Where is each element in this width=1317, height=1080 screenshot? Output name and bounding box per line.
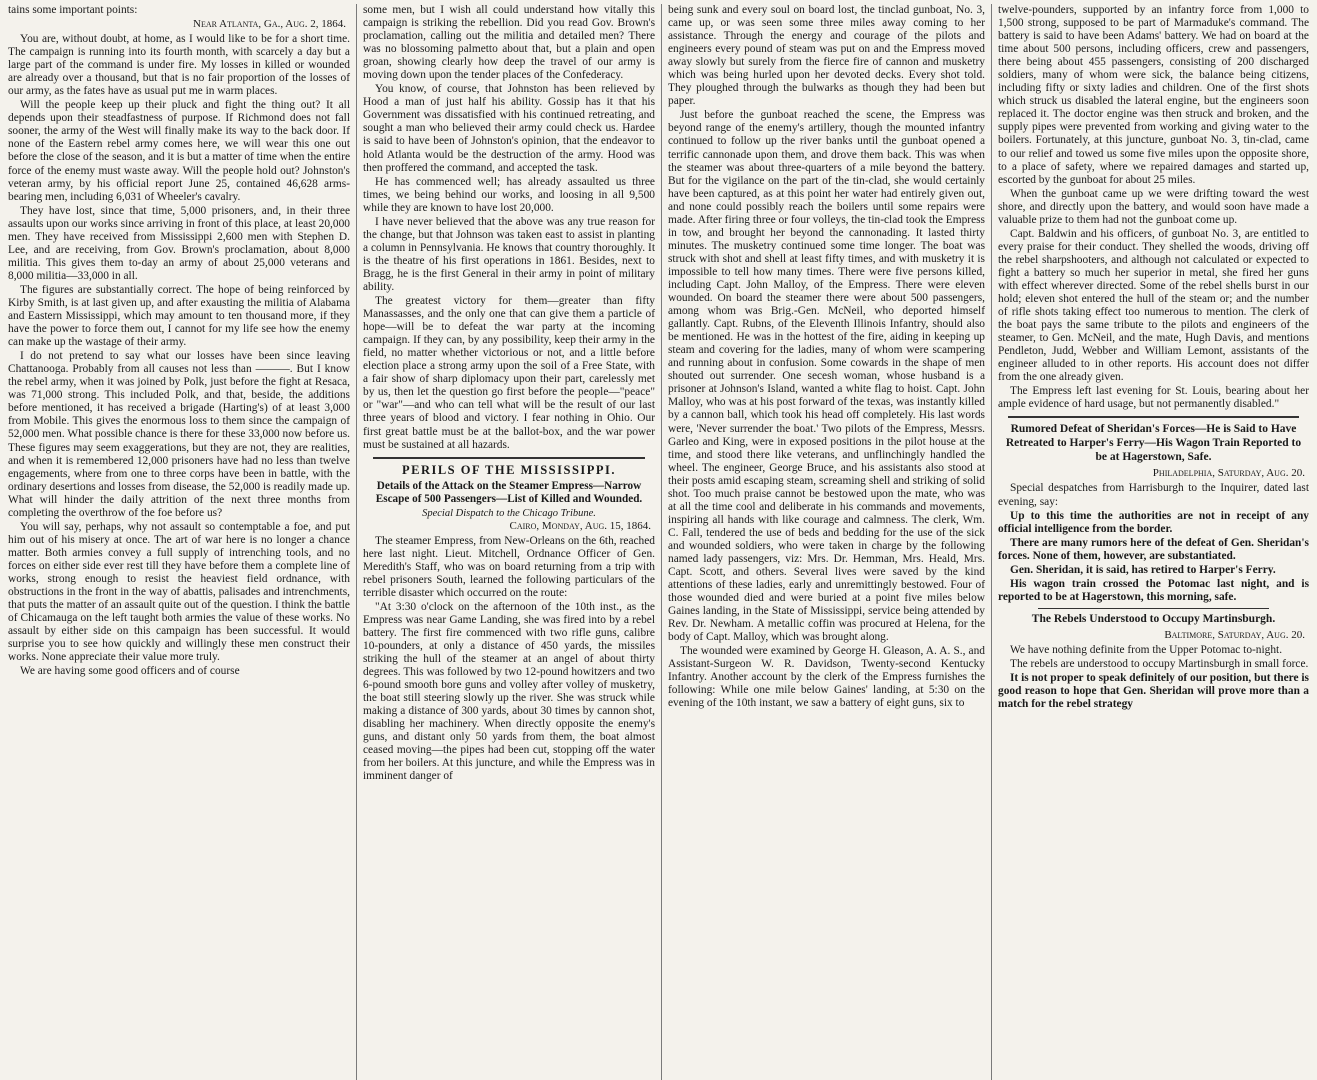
paragraph: The wounded were examined by George H. Gleason, A. A. S., and Assistant-Surgeon W. R. Davidson, Twenty-second Kentucky Infantry. Another account by the clerk of the Empress furnishes the following: While one mile below Gaines' landing, at 5:30 on the evening of the 10th instant, we saw a battery of eight guns, six to — [668, 645, 985, 710]
article-deck: Details of the Attack on the Steamer Empress—Narrow Escape of 500 Passengers—List of Killed and Wounded. — [375, 479, 643, 505]
dateline: Baltimore, Saturday, Aug. 20. — [1164, 628, 1305, 641]
column-4 — [992, 4, 1315, 1080]
paragraph: When the gunboat came up we were drifting toward the west shore, and directly upon the battery, and would soon have made a valuable prize to them had not the gunboat come up. — [998, 187, 1309, 226]
special-dispatch-line: Special Dispatch to the Chicago Tribune. — [422, 507, 596, 519]
paragraph: The Empress left last evening for St. Louis, bearing about her ample evidence of hard usage, but not permanently disabled." — [998, 385, 1309, 411]
column-2 — [357, 4, 662, 1080]
article-headline: PERILS OF THE MISSISSIPPI. — [401, 462, 617, 477]
paragraph: They have lost, since that time, 5,000 prisoners, and, in their three assaults upon our works since arriving in front of this place, at least 20,000 men. They have received from Mississippi 2,600 men with Stephen D. Lee, and are receiving, from Gov. Brown's proclamation, about 8,000 militia. This gives them to-day an army of about 25,000 veterans and 8,000 militia—33,000 in all. — [8, 204, 350, 282]
paragraph: Just before the gunboat reached the scene, the Empress was beyond range of the enemy's artillery, though the mounted infantry continued to follow up the river banks until the gunboat opened a terrific cannonade upon them, and drove them back. This was when the steamer was about three-quarters of a mile beyond the battery. But for the vigilance on the part of the tin-clad, she would certainly have been captured, as at this point her water had entirely given out, and none could possibly reach the boilers until some repairs were made. After firing three or four volleys, the tin-clad took the Empress in tow, and brought her beyond the cannonading. It lasted thirty minutes. The musketry continued some time longer. The boat was struck with shot and shell at least fifty times, and with musketry it is impossible to tell how many times. There were five persons killed, including Capt. John Malloy, of the Empress. There were eleven wounded. On board the steamer there were about 500 passengers, among whom was Brig.-Gen. McNeil, who deported himself gallantly. Capt. Rubns, of the Eleventh Illinois Infantry, should also be mentioned. He was in the hottest of the fire, aiding in keeping up steam and covering for the ladies, many of whom were scampering and running about in confusion. Some cowards in the shape of men shouted out surrender. One secesh woman, whose husband is a prisoner at Johnson's Island, wanted a white flag to hoist. Capt. John Malloy, who was at his post forward of the texas, was instantly killed by a cannon ball, which took his head off completely. His last words were, 'Never surrender the boat.' Two pilots of the Empress, Messrs. Garleo and King, were in exposed positions in the pilot house at the time, and stood there like veterans, and unflinchingly handled the wheel. The engineer, George Bruce, and his assistants also stood at their posts amid escaping steam, screaming shell and striking of solid shot. Too much praise cannot be bestowed upon the mate, who was at all the time cool and deliberate in his commands and movements, inspiring all hands with like courage and calmness. The clerk, Wm. C. Fall, tendered the use of beds and bedding for the use of the sick and wounded soldiers, who were taken in charge by the following named lady passengers, viz: Mrs. Dr. Hemman, Mrs. Heald, Mrs. Capt. Scott, and others. Several lives were saved by the kind attentions of these ladies, early and unremittingly bestowed. Four of those wounded died and were buried at a point five miles below Gaines landing, in the State of Mississippi, service being attended by Rev. Dr. Newham. A metallic coffin was procured at Helena, for the body of Capt. Malloy, which was brought along. — [668, 109, 985, 644]
paragraph: We have nothing definite from the Upper Potomac to-night. — [1010, 643, 1283, 656]
paragraph: The figures are substantially correct. The hope of being reinforced by Kirby Smith, is at last given up, and after exausting the militia of Alabama and Eastern Mississippi, which may amount to ten thousand more, if they have the power to force them out, I cannot for my life see how the enemy can make up the wastage of their army. — [8, 283, 350, 349]
section-divider — [1008, 416, 1299, 418]
paragraph: You will say, perhaps, why not assault so contemptable a foe, and put him out of his misery at once. The art of war here is no longer a chance matter. Both armies convey a full supply of intrenching tools, and no forces on either side ever rest till they have before them a complete line of works, strong enough to resist the heaviest field ordnance, with obstructions in the front in the way of abattis, palisades and intrenchments, that puts the matter of an assault quite out of the question. I think the battle of Chicamauga on the left taught both armies the value of these works. No assault by either side on this campaign has been successful. It would surprise you to see how quickly and willingly these men construct their works. None appreciate their value more truly. — [8, 520, 350, 664]
paragraph: His wagon train crossed the Potomac last night, and is reported to be at Hagerstown, this morning, safe. — [998, 577, 1309, 603]
paragraph: Will the people keep up their pluck and fight the thing out? It all depends upon their steadfastness of purpose. If Richmond does not fall sooner, the army of the West will finally make its way to the back door. If none of the Eastern rebel army comes here, we will wear this one out before the close of the season, and it is but a matter of time when the entire force of the enemy must waste away. Will the people hold out? Johnston's veteran army, by his official report June 25, contained 46,628 arms-bearing men, including 6,031 of Wheeler's cavalry. — [8, 99, 350, 203]
paragraph: Up to this time the authorities are not in receipt of any official intelligence from the border. — [998, 509, 1309, 535]
section-divider — [1038, 608, 1269, 609]
news-headline: The Rebels Understood to Occupy Martinsburgh. — [1031, 612, 1276, 625]
dateline: Near Atlanta, Ga., Aug. 2, 1864. — [193, 18, 346, 31]
paragraph: You know, of course, that Johnston has been relieved by Hood a man of just half his ability. Gossip has it that his Government was dissatisfied with his continued retreating, and sought a man who believed their army could check us. Hardee is said to have been of Johnston's opinion, that the endeavor to hold Atlanta would be the destruction of the army. Hood was then proffered the command, and accepted the task. — [363, 83, 655, 174]
dateline: Cairo, Monday, Aug. 15, 1864. — [509, 519, 651, 532]
section-divider — [373, 457, 645, 459]
lead-line: tains some important points: — [8, 4, 138, 16]
paragraph: "At 3:30 o'clock on the afternoon of the 10th inst., as the Empress was near Game Landing, she was fired into by a rebel battery. The first fire commenced with two rifle guns, calibre 10-pounders, at only a distance of 450 yards, the missiles striking the hull of the steamer at an angel of about thirty degrees. This was followed by two 12-pound howitzers and two 6-pound smooth bore guns and volley after volley of musketry, the boat still steering slowly up the river. She was struck while making a distance of 300 yards, about 30 times by cannon shot, disabling her machinery. When directly opposite the enemy's guns, and distant only 50 yards from them, the boat almost ceased moving—the pipes had been cut, stopping off the water from her boilers. At this juncture, and while the Empress was in imminent danger of — [363, 600, 655, 783]
paragraph: twelve-pounders, supported by an infantry force from 1,000 to 1,500 strong, supposed to be part of Marmaduke's command. The battery is said to have been Adams' battery. We had on board at the time about 500 persons, including officers, crew and passengers, there being about 455 passengers, consisting of 200 discharged soldiers, many of whom were sick, the balance being citizens, including fifty or sixty ladies and children. One of the first shots which struck us disabled the lateral engine, but the engineers soon replaced it. The doctor engine was then struck and broken, and the supply pipes were prevented from working and giving water to the boilers. Fortunately, at this juncture, gunboat No. 3, tin-clad, came to our relief and towed us some five miles upon the opposite shore, to a place of safety, where we repaired damages and started up, escorted by the gunboat for about 25 miles. — [998, 4, 1309, 186]
paragraph: Capt. Baldwin and his officers, of gunboat No. 3, are entitled to every praise for their conduct. They shelled the woods, driving off the rebel sharpshooters, and although not calculated or expected to fight a battery so much her superior in metal, she fired her guns with effect wherever directed. Some of the rebel shells burst in our hold; eleven shot entered the hull of the steam or; and the number of rifle shots taking effect too numerous to mention. The clerk of the boat pays the same tribute to the pilots and engineers of the steamer, to Gen. McNeil, and the mate, Hugh Davis, and mentions Pendleton, Judd, Webber and William Lemont, assistants of the engineer alluded to in other reports. His account does not differ from the one already given. — [998, 227, 1309, 384]
paragraph: There are many rumors here of the defeat of Gen. Sheridan's forces. None of them, however, are substantiated. — [998, 536, 1309, 562]
news-headline: Rumored Defeat of Sheridan's Forces—He is Said to Have Retreated to Harper's Ferry—His Wagon Train Reported to be at Hagerstown, Safe. — [1005, 423, 1302, 464]
column-1 — [2, 4, 357, 1080]
column-3 — [662, 4, 992, 1080]
paragraph: Special despatches from Harrisburgh to the Inquirer, dated last evening, say: — [998, 482, 1309, 508]
paragraph: The steamer Empress, from New-Orleans on the 6th, reached here last night. Lieut. Mitchell, Ordnance Officer of Gen. Meredith's Staff, who was on board returning from a trip with rebel prisoners South, learned the following particulars of the terrible disaster which occurred on the route: — [363, 534, 655, 599]
paragraph: being sunk and every soul on board lost, the tinclad gunboat, No. 3, came up, or was seen some three miles away coming to her assistance. Through the energy and courage of the pilots and engineers every pound of steam was put on and the Empress moved away slowly but surely from the fierce fire of cannon and musketry which was being hurled upon her devoted decks. Every shot told. They ploughed through the bulwarks as though they had been but paper. — [668, 4, 985, 108]
paragraph: You are, without doubt, at home, as I would like to be for a short time. The campaign is running into its fourth month, with scarcely a day but a large part of the command is under fire. My losses in killed or wounded are already over a thousand, but that is no fair proportion of the losses of our army, as the fates have as usual put me in warm places. — [8, 33, 350, 98]
paragraph: He has commenced well; has already assaulted us three times, we being behind our works, and loosing in all 9,500 while they are known to have lost 20,000. — [363, 175, 655, 214]
paragraph: We are having some good officers and of course — [20, 665, 240, 678]
dateline: Philadelphia, Saturday, Aug. 20. — [1152, 467, 1305, 480]
paragraph: Gen. Sheridan, it is said, has retired to Harper's Ferry. — [1010, 563, 1276, 576]
paragraph: It is not proper to speak definitely of our position, but there is good reason to hope that Gen. Sheridan will prove more than a match for the rebel strategy — [998, 671, 1309, 711]
paragraph: The rebels are understood to occupy Martinsburgh in small force. — [1010, 657, 1309, 670]
paragraph: I have never believed that the above was any true reason for the change, but that Johnson was taken east to assist in planting a column in Pennsylvania. He knows that country thoroughly. It is the theatre of his first operations in 1861. Besides, next to Bragg, he is the first General in their army in point of military ability. — [363, 215, 655, 293]
paragraph: The greatest victory for them—greater than fifty Manassasses, and the only one that can give them a particle of hope—will be to defeat the war party at the incoming campaign. If they can, by any possibility, keep their army in the field, no matter whether victorious or not, and a little before election place a strong army upon the soil of a Free State, with a fair show of sharp diplomacy upon their part, carelessly met by us, then let the question go first before the people—"peace" or "war"—and who can tell what will be the result of our last three years of blood and victory. I fear nothing in Ohio. Our first great battle must be at the ballot-box, and the war power must be sustained at all hazards. — [363, 295, 655, 451]
paragraph: some men, but I wish all could understand how vitally this campaign is striking the rebellion. Did you read Gov. Brown's proclamation, calling out the militia and detailed men? There was no blossoming palmetto about that, but a plain and open groan, showing clearly how deep the travel of our army is moving down upon the tender places of the Confederacy. — [363, 4, 655, 82]
paragraph: I do not pretend to say what our losses have been since leaving Chattanooga. Probably from all causes not less than ———. But I know the rebel army, when it was joined by Polk, just before the fight at Resaca, was 71,000 strong. This included Polk, and that, beside, the additions before mentioned, it has received a brigade (Harting's) of at least 3,000 from Mobile. This gives the enormous loss to them since the campaign of 52,000 men. What possible chance is there for these 33,000 now before us. These figures may seem exaggerations, but they are not, they are realities, and when it is remembered 12,000 prisoners have had no less than twelve engagements, where from one to three corps have been in battle, with the ordinary desertions and losses from disease, the 52,000 is readily made up. What will hinder the daily attrition of the next three months from completing the overthrow of the foe before us? — [8, 350, 350, 519]
